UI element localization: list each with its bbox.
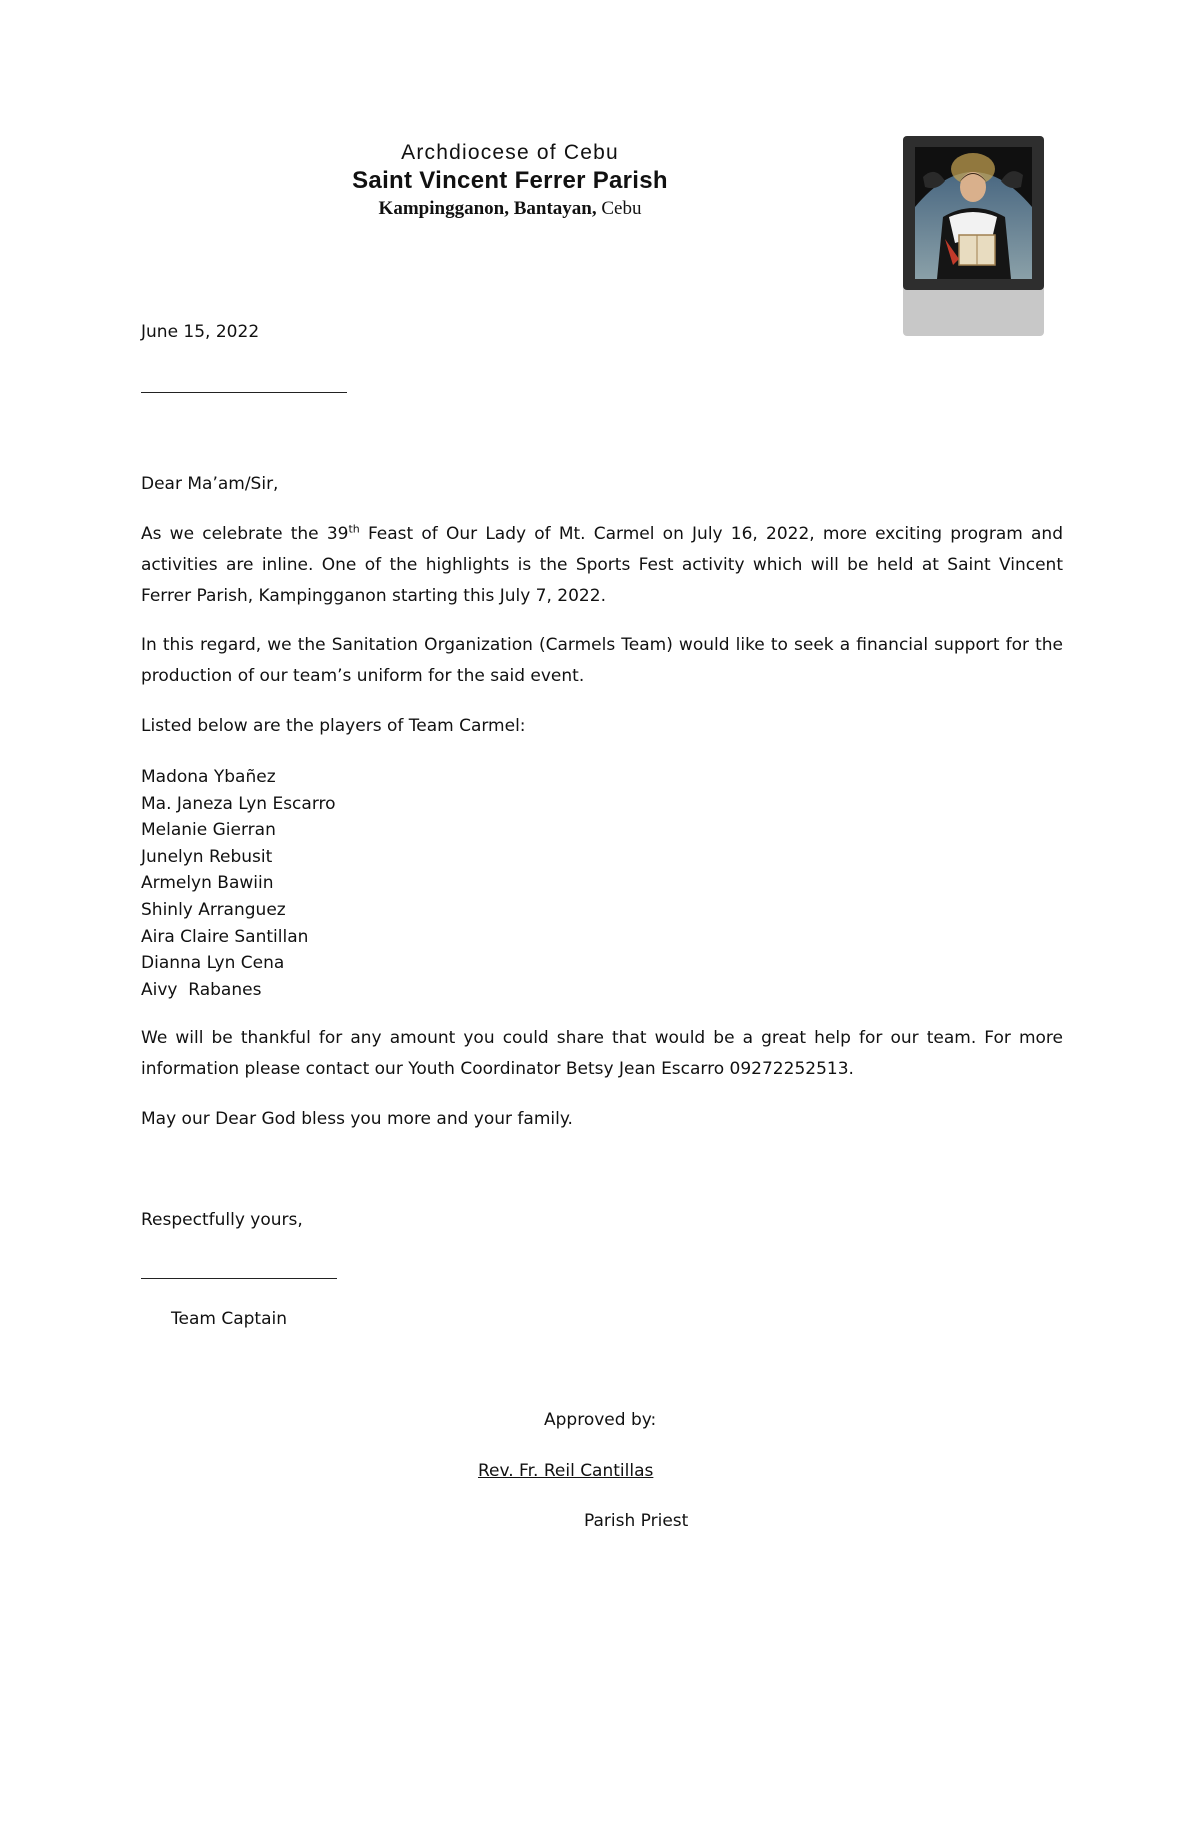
list-item: Junelyn Rebusit: [141, 846, 273, 867]
list-item: Aira Claire Santillan: [141, 926, 309, 947]
paragraph-blessing: May our Dear God bless you more and your family.: [141, 1109, 573, 1129]
list-item: Dianna Lyn Cena: [141, 953, 285, 974]
list-item: Madona Ybañez: [141, 767, 276, 787]
paragraph-thanks: We will be thankful for any amount you could share that would be a great help for our team. For more information please contact our Youth Coordinator Betsy Jean Escarro 09272252513.: [141, 1028, 1063, 1079]
approver-name: [478, 1461, 725, 1481]
list-item: Shinly Arranguez: [141, 899, 286, 920]
p1-start: As we celebrate the 39: [141, 524, 349, 544]
recipient-blank-line: [141, 392, 347, 393]
p1-end: Feast of Our Lady of Mt. Carmel on July 16, 2022, more exciting program and activities are inline. One of the highlights is the Sports Fest activity which will be held at Saint Vincent Ferrer Parish, Kampingganon starting this July 7, 2022.: [141, 524, 1063, 606]
salutation: Dear Ma’am/Sir,: [141, 474, 279, 494]
parish-location: [250, 196, 770, 222]
location-bold: Kampingganon, Bantayan,: [378, 198, 597, 219]
closing: Respectfully yours,: [141, 1210, 303, 1230]
archdiocese-name: Archdiocese of Cebu: [401, 141, 619, 164]
signature-blank-line: [141, 1278, 337, 1279]
paragraph-players-intro: Listed below are the players of Team Carmel:: [141, 716, 526, 736]
p1-superscript: th: [348, 522, 360, 536]
list-item: Armelyn Bawiin: [141, 873, 274, 894]
list-item: Ma. Janeza Lyn Escarro: [141, 793, 336, 814]
letterhead: [250, 140, 770, 222]
saint-portrait-icon: [915, 147, 1032, 279]
paragraph-feast: [141, 519, 1063, 612]
portrait-frame: [903, 136, 1044, 336]
approved-by-label: Approved by:: [544, 1410, 657, 1430]
location-rest: Cebu: [596, 198, 642, 219]
portrait-border: [903, 136, 1044, 290]
letter-date: June 15, 2022: [141, 322, 260, 342]
paragraph-request: In this regard, we the Sanitation Organization (Carmels Team) would like to seek a financial support for the production of our team’s uniform for the said event.: [141, 635, 1063, 686]
players-list: [141, 764, 336, 1003]
list-item: Melanie Gierran: [141, 820, 276, 841]
approver-title: Parish Priest: [584, 1511, 689, 1531]
signer-title: Team Captain: [171, 1309, 287, 1329]
parish-name: Saint Vincent Ferrer Parish: [352, 167, 668, 194]
approver-name-text: Rev. Fr. Reil Cantillas: [478, 1461, 654, 1481]
list-item: Aivy Rabanes: [141, 979, 262, 1000]
